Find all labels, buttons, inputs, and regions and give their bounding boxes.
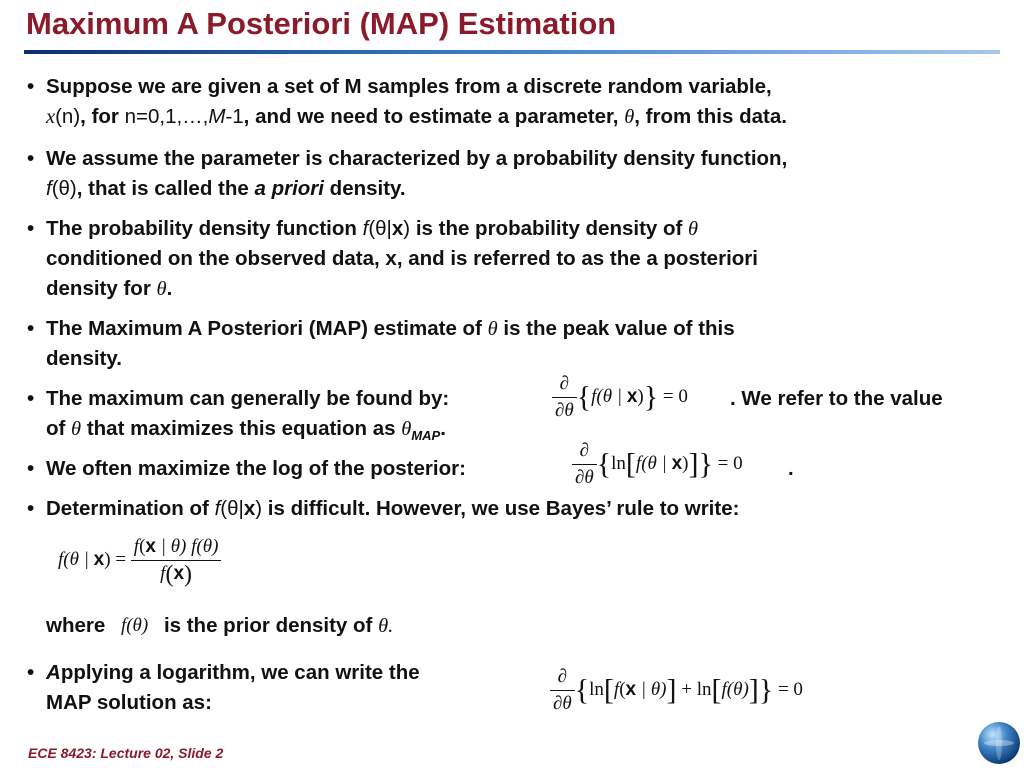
ln-operator: ln bbox=[696, 678, 712, 700]
bullet-dot: • bbox=[27, 457, 35, 480]
likelihood-f: f bbox=[133, 536, 140, 557]
sample-x-symbol: x bbox=[46, 106, 56, 128]
likelihood-f: f bbox=[613, 678, 620, 700]
range-m: M bbox=[208, 105, 226, 128]
bullet-log-period: . bbox=[788, 457, 794, 480]
bullet-map-line1 bbox=[46, 314, 735, 344]
f-paren-open: (θ | bbox=[641, 452, 672, 474]
equation-log-map-solution bbox=[550, 664, 803, 717]
right-bracket: ] bbox=[688, 447, 699, 481]
f-symbol: f bbox=[635, 452, 642, 474]
prior-theta-arg: (θ) bbox=[126, 615, 149, 636]
equation-bayes-rule bbox=[58, 534, 221, 588]
evidence-paren-close: ) bbox=[184, 561, 193, 588]
slide-footer: ECE 8423: Lecture 02, Slide 2 bbox=[28, 745, 224, 761]
partial-derivative-fraction bbox=[572, 438, 597, 491]
partial-symbol: ∂ bbox=[550, 664, 575, 691]
f-paren-close: ) bbox=[637, 385, 644, 407]
called-text: , that is called the bbox=[76, 177, 255, 200]
likelihood-paren-open: ( bbox=[139, 536, 146, 557]
peak-value-text: is the peak value of this bbox=[497, 317, 735, 340]
bullet-map-line2: density. bbox=[46, 347, 122, 370]
ln-operator: ln bbox=[611, 452, 626, 474]
f-symbol: f bbox=[362, 217, 369, 240]
bullet-log-line1-left: We often maximize the log of the posterior: bbox=[46, 457, 466, 480]
theta-symbol: θ bbox=[624, 106, 635, 128]
lhs-paren-close: ) = bbox=[104, 549, 127, 571]
period: . bbox=[166, 277, 173, 300]
bullet-dot: • bbox=[27, 497, 35, 520]
density-text: density. bbox=[323, 177, 406, 200]
bullet-samples-line2 bbox=[46, 102, 787, 132]
likelihood-given-theta: | θ) bbox=[636, 678, 667, 700]
of-text: of bbox=[46, 417, 72, 440]
bullet-posterior-line2: conditioned on the observed data, x, and is referred to as the a posteriori bbox=[46, 247, 758, 270]
bayes-text: is difficult. However, we use Bayes’ rule to write: bbox=[262, 497, 740, 520]
prior-theta-arg: (θ) bbox=[196, 536, 219, 557]
f-paren-open: (θ| bbox=[368, 217, 392, 240]
pdf-text: The probability density function bbox=[46, 217, 363, 240]
bullet-posterior-line1 bbox=[46, 214, 758, 244]
partial-symbol: ∂ bbox=[552, 371, 577, 398]
is-density-text: is the probability density of bbox=[410, 217, 689, 240]
f-paren-close: ) bbox=[403, 217, 411, 240]
left-bracket: [ bbox=[603, 673, 614, 707]
bullet-map-estimate bbox=[27, 314, 735, 374]
where-text: where bbox=[46, 614, 106, 637]
f-paren-open: (θ| bbox=[220, 497, 244, 520]
x-symbol: x bbox=[391, 217, 404, 240]
right-bracket: ] bbox=[748, 673, 759, 707]
bullet-pdf-line2 bbox=[46, 174, 787, 204]
equals-zero: = 0 bbox=[658, 385, 688, 407]
maximizes-text: that maximizes this equation as bbox=[81, 417, 402, 440]
theta-symbol: θ bbox=[71, 418, 82, 440]
x-symbol: x bbox=[173, 563, 185, 584]
right-bracket: ] bbox=[666, 673, 677, 707]
equals-zero: = 0 bbox=[773, 678, 803, 700]
bullet-dot: • bbox=[27, 387, 35, 410]
first-letter: A bbox=[46, 661, 61, 684]
prior-density-text: is the prior density of bbox=[163, 614, 379, 637]
bayes-numerator bbox=[131, 534, 222, 561]
equals-zero: = 0 bbox=[712, 452, 743, 474]
f-paren-close: ) bbox=[682, 452, 689, 474]
range-end: -1 bbox=[225, 105, 244, 128]
x-symbol: x bbox=[145, 536, 156, 557]
f-symbol: f bbox=[46, 177, 52, 200]
equation-derivative-log-posterior bbox=[572, 438, 743, 491]
left-brace: { bbox=[596, 447, 612, 481]
a-priori-text: a priori bbox=[254, 177, 324, 200]
x-symbol: x bbox=[671, 452, 683, 474]
bullet-samples-line1: Suppose we are given a set of M samples from a discrete random variable, bbox=[46, 75, 772, 98]
bayes-denominator bbox=[131, 561, 222, 588]
equation-derivative-posterior bbox=[552, 371, 688, 424]
estimate-text: , and we need to estimate a parameter, bbox=[243, 105, 625, 128]
bullet-bayes-line1 bbox=[46, 494, 739, 524]
bullet-dot: • bbox=[27, 75, 35, 98]
period: . bbox=[440, 417, 446, 440]
bullet-dot: • bbox=[27, 217, 35, 240]
likelihood-paren-open: ( bbox=[619, 678, 626, 700]
x-symbol: x bbox=[626, 385, 638, 407]
prior-theta-arg: (θ) bbox=[726, 678, 749, 700]
bullet-posterior-line3 bbox=[46, 274, 758, 304]
right-brace: } bbox=[758, 673, 774, 707]
bullet-logmap-line1 bbox=[46, 658, 420, 688]
f-paren-close: ) bbox=[255, 497, 263, 520]
partial-theta: ∂θ bbox=[555, 400, 574, 421]
left-brace: { bbox=[574, 673, 590, 707]
map-estimate-text: The Maximum A Posteriori (MAP) estimate of bbox=[46, 317, 488, 340]
x-symbol: x bbox=[243, 497, 256, 520]
map-subscript: MAP bbox=[411, 428, 441, 443]
bullet-logmap-line2: MAP solution as: bbox=[46, 691, 212, 714]
left-brace: { bbox=[576, 380, 592, 414]
theta-map-symbol: θ bbox=[401, 418, 412, 440]
right-brace: } bbox=[698, 447, 713, 481]
bullet-dot: • bbox=[27, 147, 35, 170]
left-bracket: [ bbox=[625, 447, 636, 481]
globe-logo-icon bbox=[978, 722, 1020, 764]
right-brace: } bbox=[643, 380, 659, 414]
bullet-maximum-line1-right: . We refer to the value bbox=[730, 387, 943, 410]
prior-f: f bbox=[721, 678, 727, 700]
left-bracket: [ bbox=[711, 673, 722, 707]
partial-symbol: ∂ bbox=[572, 438, 597, 465]
theta-symbol: θ bbox=[688, 218, 699, 240]
lhs-paren-open: (θ | bbox=[63, 549, 94, 571]
for-text: , for bbox=[80, 105, 125, 128]
theta-symbol: θ bbox=[378, 615, 389, 637]
bullet-posterior-definition bbox=[27, 214, 758, 304]
prior-expression bbox=[121, 615, 148, 636]
partial-theta: ∂θ bbox=[575, 467, 594, 488]
plus-sign: + bbox=[676, 678, 697, 700]
range-start: n=0,1,…, bbox=[124, 105, 209, 128]
density-for-text: density for bbox=[46, 277, 157, 300]
bullet-log-map-solution bbox=[27, 658, 420, 718]
bullet-samples bbox=[27, 72, 787, 132]
bullet-maximum-line1-left: The maximum can generally be found by: bbox=[46, 387, 450, 410]
bullet-pdf-line1: We assume the parameter is characterized by a probability density function, bbox=[46, 147, 788, 170]
x-symbol: x bbox=[625, 678, 637, 700]
bullet-bayes-rule bbox=[27, 494, 740, 524]
period: . bbox=[388, 615, 394, 637]
partial-derivative-fraction bbox=[552, 371, 577, 424]
bullet-find-maximum bbox=[27, 384, 943, 451]
bayes-fraction bbox=[131, 534, 222, 588]
f-paren-open: (θ | bbox=[596, 385, 627, 407]
partial-derivative-fraction bbox=[550, 664, 575, 717]
x-symbol: x bbox=[93, 549, 105, 571]
f-symbol: f bbox=[591, 385, 597, 407]
f-theta-arg: (θ) bbox=[51, 177, 77, 200]
slide-title: Maximum A Posteriori (MAP) Estimation bbox=[26, 6, 617, 41]
prior-f: f bbox=[191, 536, 197, 557]
theta-symbol: θ bbox=[487, 318, 498, 340]
bullet-pdf-assumption bbox=[27, 144, 788, 204]
evidence-f: f bbox=[160, 563, 166, 584]
theta-symbol: θ bbox=[156, 278, 167, 300]
applying-log-text: pplying a logarithm, we can write the bbox=[60, 661, 420, 684]
determination-text: Determination of bbox=[46, 497, 215, 520]
where-prior-line bbox=[46, 611, 393, 642]
f-symbol: f bbox=[214, 497, 221, 520]
bullet-dot: • bbox=[27, 317, 35, 340]
bullet-maximum-line2 bbox=[46, 414, 449, 451]
evidence-paren-open: ( bbox=[165, 561, 174, 588]
partial-theta: ∂θ bbox=[553, 693, 572, 714]
bullet-dot: • bbox=[27, 661, 35, 684]
likelihood-given-theta: | θ) bbox=[155, 536, 192, 557]
f-symbol: f bbox=[120, 615, 127, 636]
ln-operator: ln bbox=[589, 678, 604, 700]
from-data-text: , from this data. bbox=[634, 105, 787, 128]
sample-n-index: (n) bbox=[55, 105, 81, 128]
title-divider bbox=[24, 50, 1000, 54]
f-symbol: f bbox=[58, 549, 64, 571]
